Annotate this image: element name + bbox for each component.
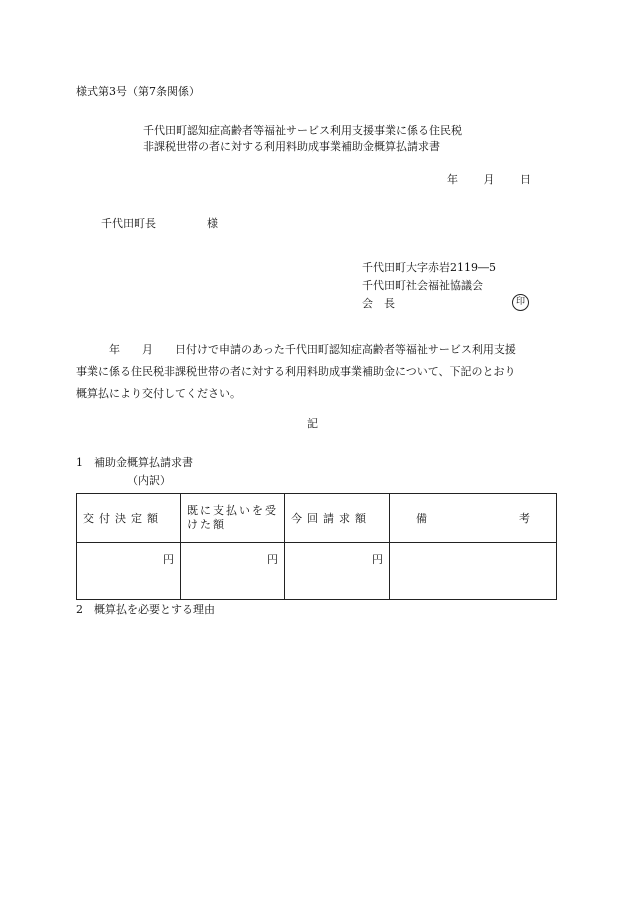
header-remarks-part-2: 考 bbox=[519, 512, 530, 525]
form-number: 様式第3号（第7条関係） bbox=[76, 85, 200, 98]
body-line-1: 年 月 日付けで申請のあった千代田町認知症高齢者等福祉サービス利用支援 bbox=[76, 343, 516, 356]
header-current-request: 今回請求額 bbox=[285, 494, 390, 543]
applicant-address: 千代田町大字赤岩2119―5 bbox=[362, 261, 496, 274]
section-2-heading: 2 概算払を必要とする理由 bbox=[76, 603, 215, 616]
unit-yen: 円 bbox=[163, 553, 174, 566]
breakdown-label: （内訳） bbox=[127, 474, 171, 487]
addressee-honorific: 様 bbox=[207, 217, 218, 230]
unit-yen: 円 bbox=[372, 553, 383, 566]
header-decision-amount: 交付決定額 bbox=[77, 494, 181, 543]
table-value-row bbox=[77, 543, 557, 600]
document-title-line-2: 非課税世帯の者に対する利用料助成事業補助金概算払請求書 bbox=[143, 140, 440, 153]
table-header-row bbox=[77, 494, 557, 543]
subsidy-table bbox=[76, 493, 557, 600]
ki-heading: 記 bbox=[307, 417, 318, 430]
header-remarks bbox=[390, 494, 557, 543]
body-line-2: 事業に係る住民税非課税世帯の者に対する利用料助成事業補助金について、下記のとおり bbox=[76, 365, 516, 378]
date-year: 年 bbox=[447, 173, 458, 186]
cell-decision-amount[interactable] bbox=[77, 543, 181, 600]
request-body bbox=[76, 339, 556, 405]
seal-mark: 印 bbox=[512, 294, 529, 311]
cell-already-paid[interactable] bbox=[181, 543, 285, 600]
cell-remarks[interactable] bbox=[390, 543, 557, 600]
unit-yen: 円 bbox=[267, 553, 278, 566]
applicant-organization: 千代田町社会福祉協議会 bbox=[362, 279, 483, 292]
cell-current-request[interactable] bbox=[285, 543, 390, 600]
document-title-line-1: 千代田町認知症高齢者等福祉サービス利用支援事業に係る住民税 bbox=[143, 124, 462, 137]
header-remarks-part-1: 備 bbox=[416, 512, 427, 525]
date-row bbox=[447, 173, 531, 187]
section-1-heading: 1 補助金概算払請求書 bbox=[76, 456, 193, 469]
date-month: 月 bbox=[483, 173, 495, 186]
header-already-paid: 既に支払いを受けた額 bbox=[181, 494, 285, 543]
body-line-3: 概算払により交付してください。 bbox=[76, 387, 241, 400]
applicant-title: 会 長 bbox=[362, 297, 395, 310]
date-day: 日 bbox=[520, 173, 531, 186]
addressee-name: 千代田町長 bbox=[101, 217, 156, 230]
